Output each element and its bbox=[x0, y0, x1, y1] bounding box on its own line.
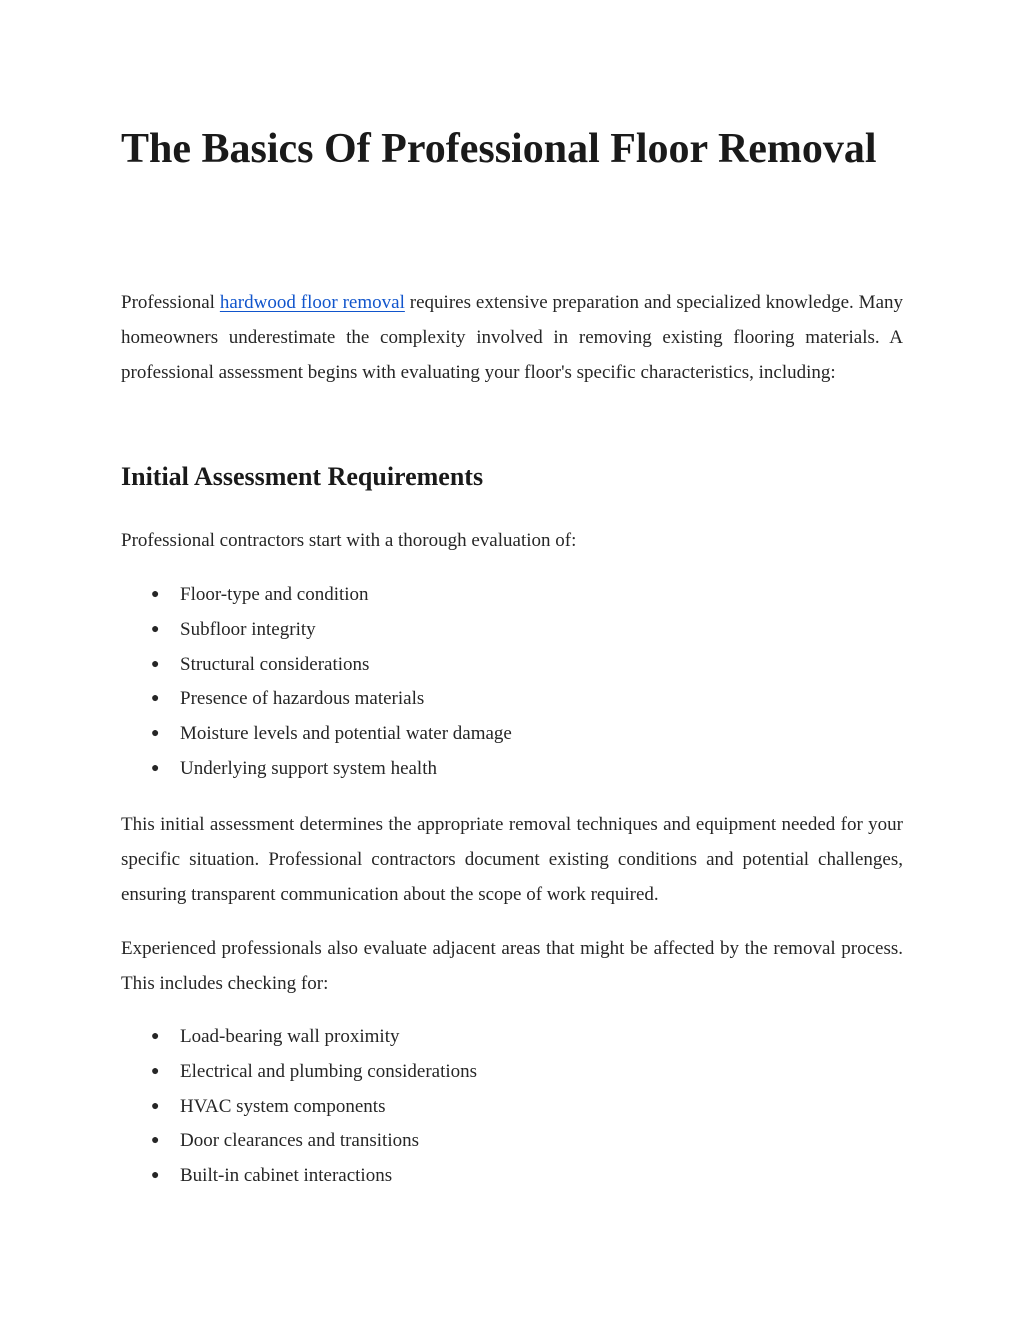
hardwood-floor-removal-link[interactable]: hardwood floor removal bbox=[219, 292, 405, 313]
bullet-icon: ● bbox=[151, 1029, 160, 1044]
bullet-icon: ● bbox=[151, 1133, 160, 1149]
list-item-label: HVAC system components bbox=[180, 1095, 386, 1117]
list-item bbox=[121, 1055, 903, 1090]
list-item-label: Subfloor integrity bbox=[180, 618, 316, 640]
bullet-icon: ● bbox=[151, 1063, 160, 1079]
list-item bbox=[121, 1090, 903, 1125]
adjacent-areas-paragraph: Experienced professionals also evaluate adjacent areas that might be affected by the removal process. This includes checking for: bbox=[121, 938, 903, 994]
list-item-label: Door clearances and transitions bbox=[180, 1130, 419, 1152]
list-item bbox=[121, 1020, 903, 1055]
list-item bbox=[121, 648, 903, 683]
list-item-label: Structural considerations bbox=[180, 653, 370, 675]
list-item bbox=[121, 1159, 903, 1194]
bullet-icon: ● bbox=[151, 656, 160, 672]
bullet-icon: ● bbox=[151, 1098, 160, 1114]
list-item bbox=[121, 752, 903, 787]
bullet-icon: ● bbox=[151, 1168, 160, 1184]
assessment-list bbox=[121, 578, 903, 787]
document-title: The Basics Of Professional Floor Removal bbox=[121, 126, 877, 172]
list-item bbox=[121, 613, 903, 648]
list-item bbox=[121, 578, 903, 613]
list-item-label: Moisture levels and potential water damage bbox=[180, 723, 512, 745]
intro-paragraph bbox=[121, 285, 903, 390]
list-item-label: Underlying support system health bbox=[180, 757, 437, 779]
section-heading: Initial Assessment Requirements bbox=[121, 462, 484, 491]
list-item-label: Load-bearing wall proximity bbox=[180, 1026, 400, 1047]
list-item bbox=[121, 682, 903, 717]
list-item bbox=[121, 717, 903, 752]
list-item-label: Built-in cabinet interactions bbox=[180, 1165, 393, 1187]
bullet-icon: ● bbox=[151, 760, 160, 776]
list-item-label: Floor-type and condition bbox=[180, 584, 369, 605]
list-item bbox=[121, 1124, 903, 1159]
intro-text-start: Professional bbox=[121, 292, 220, 313]
assessment-paragraph: This initial assessment determines the appropriate removal techniques and equipment needed for your specific situation. Professional contractors document existing conditions and potential challenges, ensuring transparent communication about the scope of work required. bbox=[121, 814, 903, 905]
bullet-icon: ● bbox=[151, 691, 160, 707]
bullet-icon: ● bbox=[151, 587, 160, 602]
intro-text-end: requires extensive preparation and specialized knowledge. Many homeowners underestimate the complexity involved in removing existing flooring materials. A professional assessment begins with evaluating your floor's specific characteristics, including: bbox=[121, 292, 903, 383]
section-intro-paragraph: Professional contractors start with a thorough evaluation of: bbox=[121, 530, 577, 551]
bullet-icon: ● bbox=[151, 726, 160, 742]
adjacent-areas-list bbox=[121, 1020, 903, 1194]
bullet-icon: ● bbox=[151, 621, 160, 637]
list-item-label: Electrical and plumbing considerations bbox=[180, 1060, 478, 1082]
list-item-label: Presence of hazardous materials bbox=[180, 688, 425, 710]
